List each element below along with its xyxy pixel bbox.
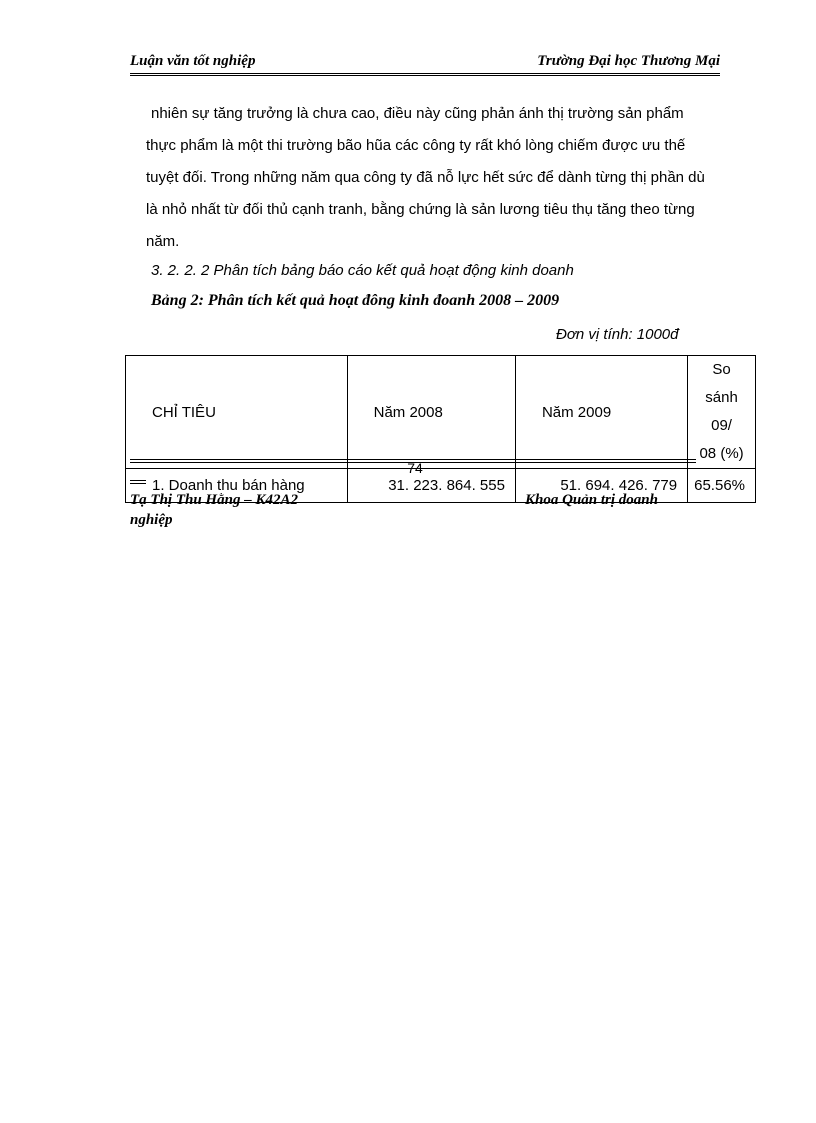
body-paragraph	[146, 98, 720, 258]
paragraph-line: năm.	[146, 233, 180, 250]
row-indicator: 1. Doanh thu bán hàng	[126, 469, 348, 503]
section-heading: 3. 2. 2. 2 Phân tích bảng báo cáo kết quả hoạt động kinh doanh	[151, 262, 574, 279]
results-table	[125, 355, 756, 503]
row-year-2008: 31. 223. 864. 555	[347, 469, 515, 503]
header-rule	[130, 73, 720, 76]
table-caption: Bảng 2: Phân tích kết quả hoạt đông kinh đoanh 2008 – 2009	[151, 292, 560, 309]
footer-faculty: Khoa Quản trị doanh	[525, 492, 658, 508]
page-number: 74	[407, 460, 423, 476]
paragraph-line: tuyệt đối. Trong những năm qua công ty đã nỗ lực hết sức để dành từng thị phần dù	[146, 169, 705, 186]
table-header-row	[126, 356, 756, 469]
footer-faculty-wrap: nghiệp	[130, 512, 173, 528]
row-compare: 65.56%	[688, 469, 756, 503]
header-indicator: CHỈ TIÊU	[126, 356, 348, 469]
footer-dash	[130, 480, 146, 484]
header-left-text: Luận văn tốt nghiệp	[130, 53, 256, 69]
header-year-2008: Năm 2008	[347, 356, 515, 469]
header-compare-line2: 08 (%)	[699, 445, 744, 462]
unit-note: Đơn vị tính: 1000đ	[556, 326, 679, 343]
paragraph-line: là nhỏ nhất từ đối thủ cạnh tranh, bằng chứng là sản lương tiêu thụ tăng theo từng	[146, 201, 695, 218]
footer-author: Tạ Thị Thu Hằng – K42A2	[130, 492, 298, 508]
page-header	[130, 53, 720, 73]
paragraph-line: nhiên sự tăng trưởng là chưa cao, điều này cũng phản ánh thị trường sản phẩm	[151, 105, 684, 122]
paragraph-line: thực phẩm là một thi trường bão hũa các công ty rất khó lòng chiếm được ưu thế	[146, 137, 686, 154]
header-compare	[688, 356, 756, 469]
header-year-2009: Năm 2009	[515, 356, 687, 469]
header-right-text: Trường Đại học Thương Mại	[537, 53, 720, 69]
header-compare-line1: So sánh 09/	[705, 361, 738, 434]
row-year-2009: 51. 694. 426. 779	[515, 469, 687, 503]
